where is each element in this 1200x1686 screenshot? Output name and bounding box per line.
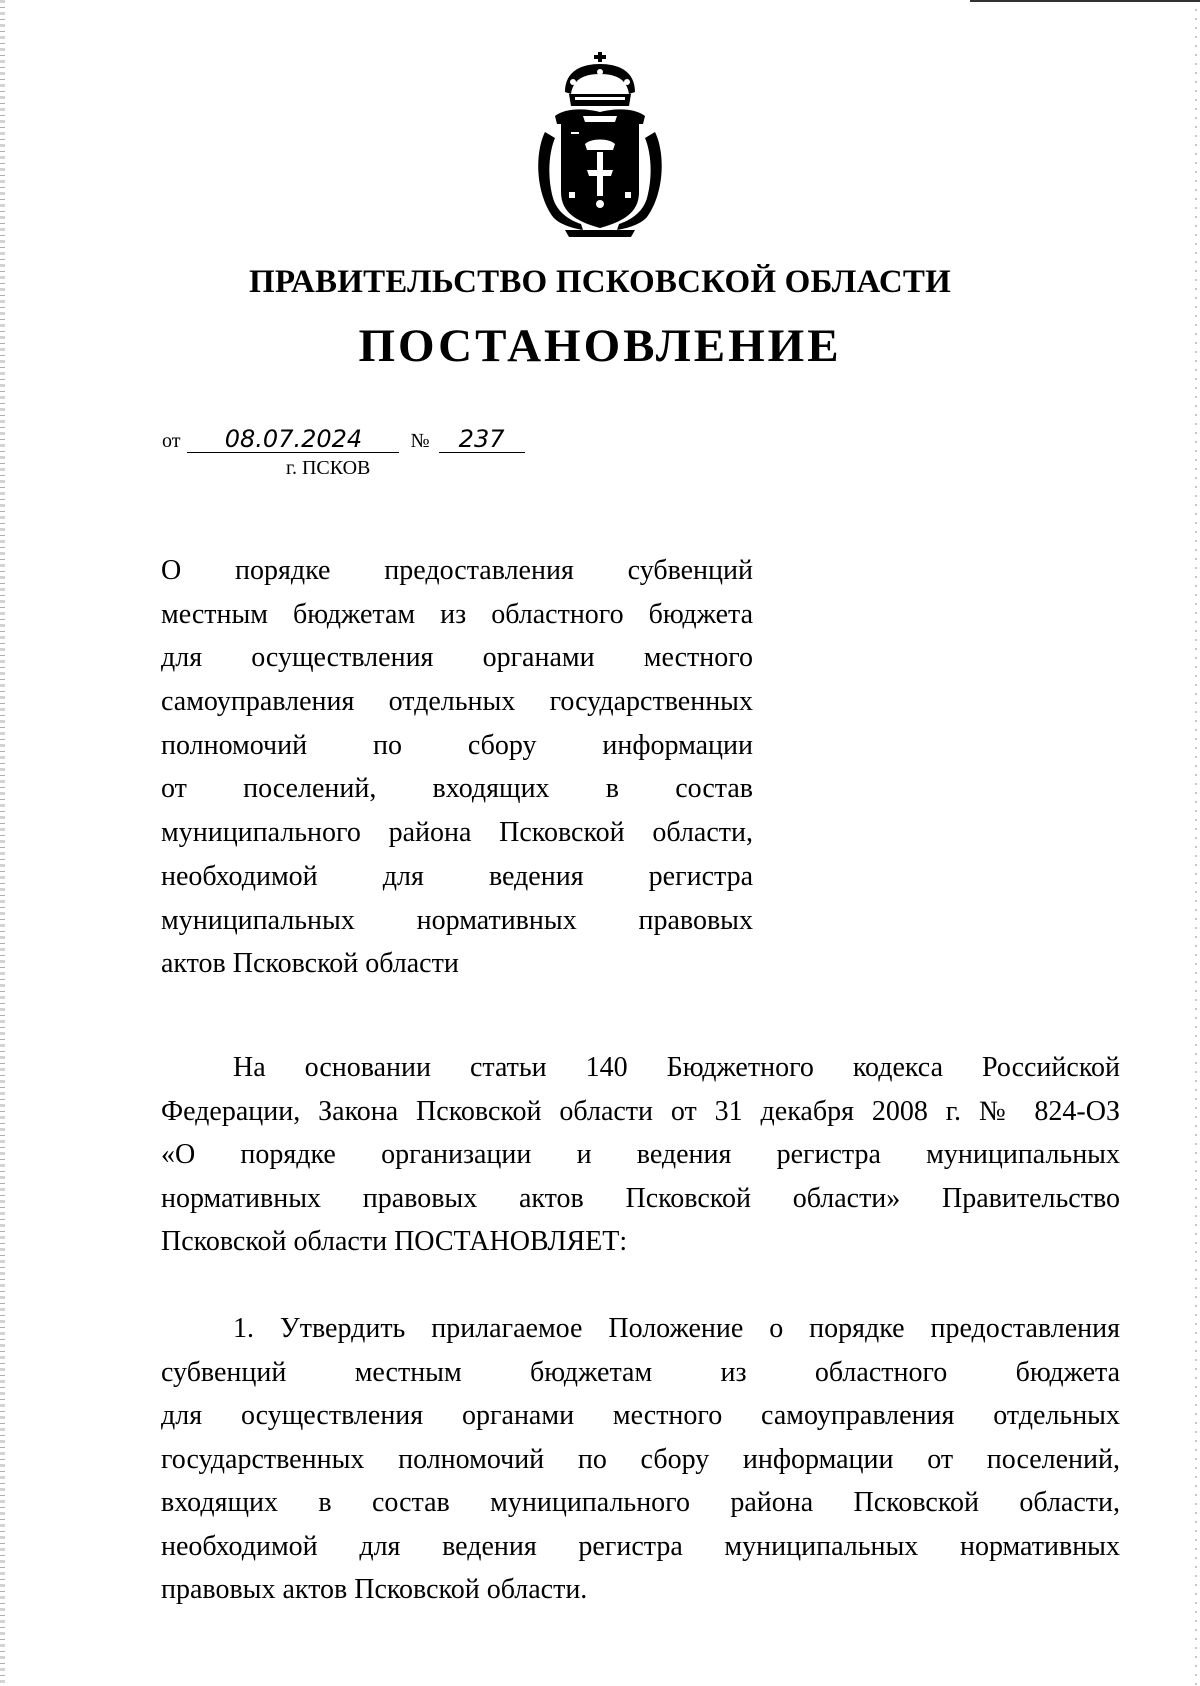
item-line: входящих в состав муниципального района Псковской области, <box>161 1487 1120 1518</box>
item-line: субвенций местным бюджетам из областного бюджета <box>161 1356 1120 1388</box>
subject-line: для осуществления органами местного <box>161 642 753 674</box>
subject-line: необходимой для ведения регистра <box>161 860 753 892</box>
scan-edge-right <box>1195 0 1197 1686</box>
preamble-line: Псковской области ПОСТАНОВЛЯЕТ: <box>161 1226 628 1257</box>
item-line: правовых актов Псковской области. <box>161 1574 588 1605</box>
subject-line: муниципальных нормативных правовых <box>161 904 753 936</box>
handwritten-date: 08.07.2024 <box>187 426 399 453</box>
subject-line: актов Псковской области <box>161 948 459 980</box>
subject-line: полномочий по сбору информации <box>161 729 753 761</box>
item-line: для осуществления органами местного самоуправления отдельных <box>161 1400 1120 1431</box>
preamble-line: «О порядке организации и ведения регистра муниципальных <box>161 1139 1120 1170</box>
city-label: г. ПСКОВ <box>286 457 371 479</box>
number-prefix: № <box>410 430 430 452</box>
subject-line: самоуправления отдельных государственных <box>161 686 753 718</box>
date-prefix: от <box>162 430 181 452</box>
item-1-paragraph <box>161 1307 1120 1612</box>
item-line: государственных полномочий по сбору информации от поселений, <box>161 1443 1120 1475</box>
subject-line: муниципального района Псковской области, <box>161 817 753 849</box>
organization-title: ПРАВИТЕЛЬСТВО ПСКОВСКОЙ ОБЛАСТИ <box>248 264 952 300</box>
preamble-paragraph <box>161 1046 1120 1264</box>
document-type-title: ПОСТАНОВЛЕНИЕ <box>358 320 842 372</box>
handwritten-number: 237 <box>439 426 525 453</box>
item-line: 1. Утвердить прилагаемое Положение о порядке предоставления <box>233 1313 1120 1344</box>
scan-edge-top <box>970 0 1200 2</box>
date-number-line <box>162 426 525 454</box>
item-line: необходимой для ведения регистра муниципальных нормативных <box>161 1530 1120 1562</box>
subject-line: О порядке предоставления субвенций <box>161 555 753 586</box>
preamble-line: Федерации, Закона Псковской области от 31 декабря 2008 г. № 824-ОЗ <box>161 1095 1120 1127</box>
coat-of-arms-emblem <box>525 52 675 237</box>
preamble-line: На основании статьи 140 Бюджетного кодекса Российской <box>233 1052 1120 1083</box>
subject-line: от поселений, входящих в состав <box>161 773 753 805</box>
scan-edge-left <box>0 0 5 1686</box>
preamble-line: нормативных правовых актов Псковской области» Правительство <box>161 1182 1120 1214</box>
subject-line: местным бюджетам из областного бюджета <box>161 598 753 630</box>
document-subject <box>161 549 753 986</box>
